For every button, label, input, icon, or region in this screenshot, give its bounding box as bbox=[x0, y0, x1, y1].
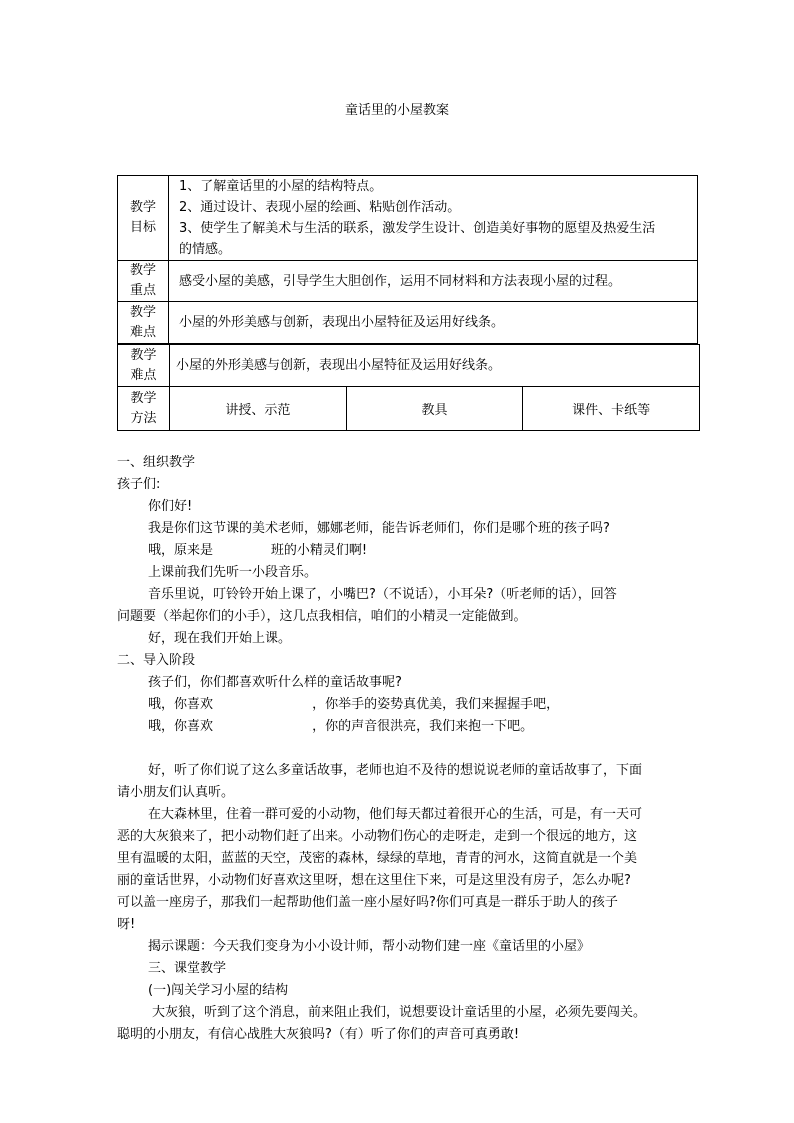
page-title: 童话里的小屋教案 bbox=[344, 103, 449, 118]
method-label bbox=[118, 387, 170, 431]
methods-table bbox=[117, 344, 700, 431]
paragraph-line: 孩子们，你们都喜欢听什么样的童话故事呢? bbox=[148, 675, 402, 690]
table-row-focus bbox=[118, 261, 698, 302]
focus-label-line1: 教学 bbox=[129, 263, 156, 278]
paragraph-line: 大灰狼，听到了这个消息，前来阻止我们，说想要设计童话里的小屋，必须先要闯关。 bbox=[152, 1005, 647, 1020]
focus-content: 感受小屋的美感，引导学生大胆创作，运用不同材料和方法表现小屋的过程。 bbox=[169, 261, 698, 302]
subsection-heading-1: (一)闯关学习小屋的结构 bbox=[148, 983, 289, 998]
paragraph-line: 孩子们: bbox=[117, 477, 161, 492]
focus-label bbox=[118, 261, 169, 302]
table-row-goals bbox=[118, 176, 698, 261]
method-label-line2: 方法 bbox=[130, 410, 157, 426]
difficulty-content-2: 小屋的外形美感与创新，表现出小屋特征及运用好线条。 bbox=[170, 345, 700, 387]
paragraph-line: 揭示课题：今天我们变身为小小设计师，帮小动物们建一座《童话里的小屋》 bbox=[148, 939, 591, 954]
goals-content bbox=[169, 176, 698, 261]
paragraph-line: 好，听了你们说了这么多童话故事，老师也迫不及待的想说说老师的童话故事了，下面 bbox=[148, 763, 643, 778]
lesson-body bbox=[117, 452, 687, 1046]
paragraph-line: 里有温暖的太阳，蓝蓝的天空，茂密的森林，绿绿的草地，青青的河水，这简直就是一个美 bbox=[117, 851, 638, 866]
goals-item-3: 3、使学生了解美术与生活的联系，激发学生设计、创造美好事物的愿望及热爱生活 bbox=[179, 221, 656, 236]
goals-label-line2: 目标 bbox=[129, 220, 156, 235]
difficulty-label bbox=[118, 302, 169, 344]
goals-item-2: 2、通过设计、表现小屋的绘画、粘贴创作活动。 bbox=[179, 200, 461, 215]
goals-item-1: 1、了解童话里的小屋的结构特点。 bbox=[179, 179, 383, 194]
paragraph-line: 聪明的小朋友，有信心战胜大灰狼吗?（有）听了你们的声音可真勇敢! bbox=[117, 1027, 520, 1042]
tools-content: 课件、卡纸等 bbox=[523, 387, 700, 431]
paragraph-line: 好，现在我们开始上课。 bbox=[148, 631, 292, 646]
paragraph-line: 哦，你喜欢 ，你的声音很洪亮，我们来抱一下吧。 bbox=[148, 719, 534, 734]
goals-label bbox=[118, 176, 169, 261]
paragraph-line: 请小朋友们认真听。 bbox=[117, 785, 235, 800]
difficulty-label-line2: 难点 bbox=[129, 324, 156, 340]
table-row-difficulty bbox=[118, 302, 698, 344]
paragraph-line: 恶的大灰狼来了，把小动物们赶了出来。小动物们伤心的走呀走，走到一个很远的地方，这 bbox=[117, 829, 638, 844]
goals-label-line1: 教学 bbox=[129, 200, 156, 215]
tools-label: 教具 bbox=[346, 387, 523, 431]
section-heading-1: 一、组织教学 bbox=[117, 455, 196, 470]
paragraph-line: 哦，原来是 班的小精灵们啊! bbox=[148, 543, 368, 558]
paragraph-line: 呀! bbox=[117, 917, 136, 932]
paragraph-line: 在大森林里，住着一群可爱的小动物，他们每天都过着很开心的生活，可是，有一天可 bbox=[148, 807, 643, 822]
difficulty-label-2 bbox=[118, 345, 170, 387]
paragraph-line: 哦，你喜欢 ，你举手的姿势真优美，我们来握握手吧， bbox=[148, 697, 560, 712]
paragraph-line: 音乐里说，叮铃铃开始上课了，小嘴巴?（不说话），小耳朵?（听老师的话），回答 bbox=[148, 587, 617, 602]
section-heading-3: 三、课堂教学 bbox=[148, 961, 227, 976]
paragraph-line: 我是你们这节课的美术老师，娜娜老师，能告诉老师们，你们是哪个班的孩子吗? bbox=[148, 521, 610, 536]
difficulty-label-2-line1: 教学 bbox=[130, 347, 157, 363]
paragraph-line: 可以盖一座房子，那我们一起帮助他们盖一座小屋好吗?你们可真是一群乐于助人的孩子 bbox=[117, 895, 618, 910]
difficulty-label-2-line2: 难点 bbox=[130, 367, 157, 383]
table-row-difficulty-2 bbox=[118, 345, 700, 387]
difficulty-label-line1: 教学 bbox=[129, 304, 156, 320]
paragraph-line: 上课前我们先听一小段音乐。 bbox=[148, 565, 318, 580]
method-label-line1: 教学 bbox=[130, 390, 157, 406]
paragraph-line: 你们好! bbox=[148, 499, 193, 514]
method-content: 讲授、示范 bbox=[170, 387, 347, 431]
difficulty-content: 小屋的外形美感与创新，表现出小屋特征及运用好线条。 bbox=[169, 302, 698, 344]
blank-line bbox=[117, 738, 687, 760]
focus-label-line2: 重点 bbox=[129, 283, 156, 298]
table-row-method bbox=[118, 387, 700, 431]
section-heading-2: 二、导入阶段 bbox=[117, 653, 196, 668]
objectives-table bbox=[117, 175, 698, 344]
goals-item-3-cont: 的情感。 bbox=[179, 242, 232, 257]
paragraph-line: 问题要（举起你们的小手），这几点我相信，咱们的小精灵一定能做到。 bbox=[117, 609, 527, 624]
paragraph-line: 丽的童话世界，小动物们好喜欢这里呀，想在这里住下来，可是这里没有房子，怎么办呢? bbox=[117, 873, 631, 888]
